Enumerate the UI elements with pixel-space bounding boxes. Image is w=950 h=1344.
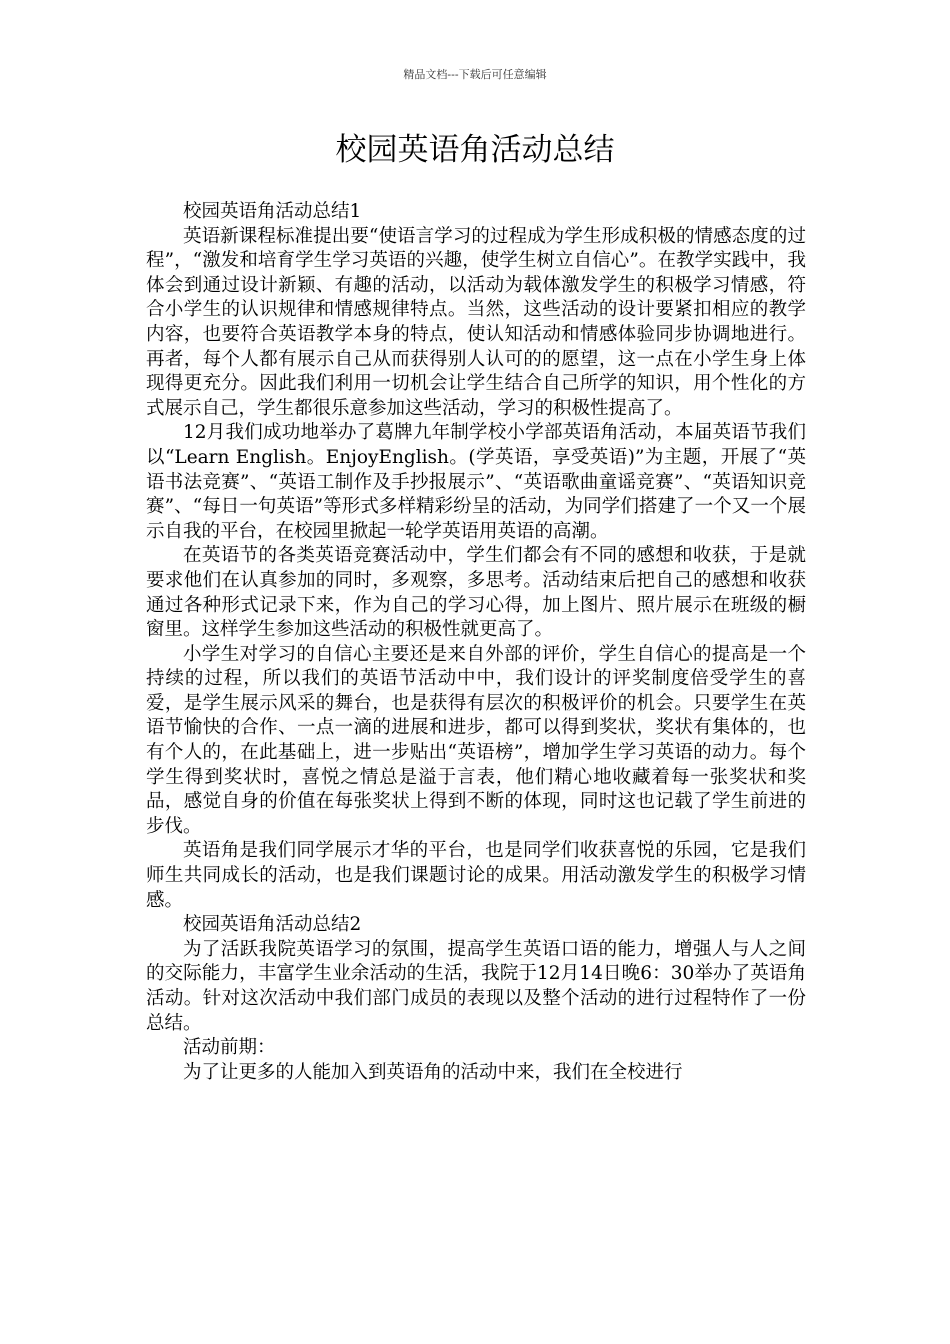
page-header: 精品文档---下载后可任意编辑 (403, 68, 547, 81)
section-heading-1: 校园英语角活动总结1 (183, 201, 362, 222)
paragraph: 英语角是我们同学展示才华的平台，也是同学们收获喜悦的乐园，它是我们师生共同成长的活动，也是我们课题讨论的成果。用活动激发学生的积极学习情感。 (146, 840, 806, 911)
section-heading-2: 校园英语角活动总结2 (183, 914, 362, 936)
document-title: 校园英语角活动总结 (335, 132, 615, 168)
paragraph: 在英语节的各类英语竞赛活动中，学生们都会有不同的感想和收获，于是就要求他们在认真参加的同时，多观察，多思考。活动结束后把自己的感想和收获通过各种形式记录下来，作为自己的学习心得，加上图片、照片展示在班级的橱窗里。这样学生参加这些活动的积极性就更高了。 (146, 545, 806, 641)
paragraph: 为了活跃我院英语学习的氛围，提高学生英语口语的能力，增强人与人之间的交际能力，丰富学生业余活动的生活，我院于12月14日晚6：30举办了英语角活动。针对这次活动中我们部门成员的表现以及整个活动的进行过程特作了一份总结。 (146, 938, 806, 1034)
paragraph: 为了让更多的人能加入到英语角的活动中来，我们在全校进行 (183, 1061, 683, 1083)
paragraph: 英语新课程标准提出要“使语言学习的过程成为学生形成积极的情感态度的过程”，“激发和培育学生学习英语的兴趣，使学生树立自信心”。在教学实践中，我体会到通过设计新颖、有趣的活动，以活动为载体激发学生的积极学习情感，符合小学生的认识规律和情感规律特点。当然，这些活动的设计要紧扣相应的教学内容，也要符合英语教学本身的特点，使认知活动和情感体验同步协调地进行。再者，每个人都有展示自己从而获得别人认可的的愿望，这一点在小学生身上体现得更充分。因此我们利用一切机会让学生结合自己所学的知识，用个性化的方式展示自己，学生都很乐意参加这些活动，学习的积极性提高了。 (146, 225, 806, 419)
document-body (146, 200, 806, 1085)
paragraph: 小学生对学习的自信心主要还是来自外部的评价，学生自信心的提高是一个持续的过程，所以我们的英语节活动中中，我们设计的评奖制度倍受学生的喜爱，是学生展示风采的舞台，也是获得有层次的积极评价的机会。只要学生在英语节愉快的合作、一点一滴的进展和进步，都可以得到奖状，奖状有集体的，也有个人的，在此基础上，进一步贴出“英语榜”，增加学生学习英语的动力。每个学生得到奖状时，喜悦之情总是溢于言表，他们精心地收藏着每一张奖状和奖品，感觉自身的价值在每张奖状上得到不断的体现，同时这也记载了学生前进的步伐。 (146, 643, 806, 837)
paragraph: 12月我们成功地举办了葛牌九年制学校小学部英语角活动，本届英语节我们以“Learn English。EnjoyEnglish。(学英语，享受英语)”为主题，开展了“英语书法竞赛”、“英语工制作及手抄报展示”、“英语歌曲童谣竞赛”、“英语知识竞赛”、“每日一句英语”等形式多样精彩纷呈的活动，为同学们搭建了一个又一个展示自我的平台，在校园里掀起一轮学英语用英语的高潮。 (146, 422, 806, 542)
subheading: 活动前期： (183, 1037, 276, 1059)
